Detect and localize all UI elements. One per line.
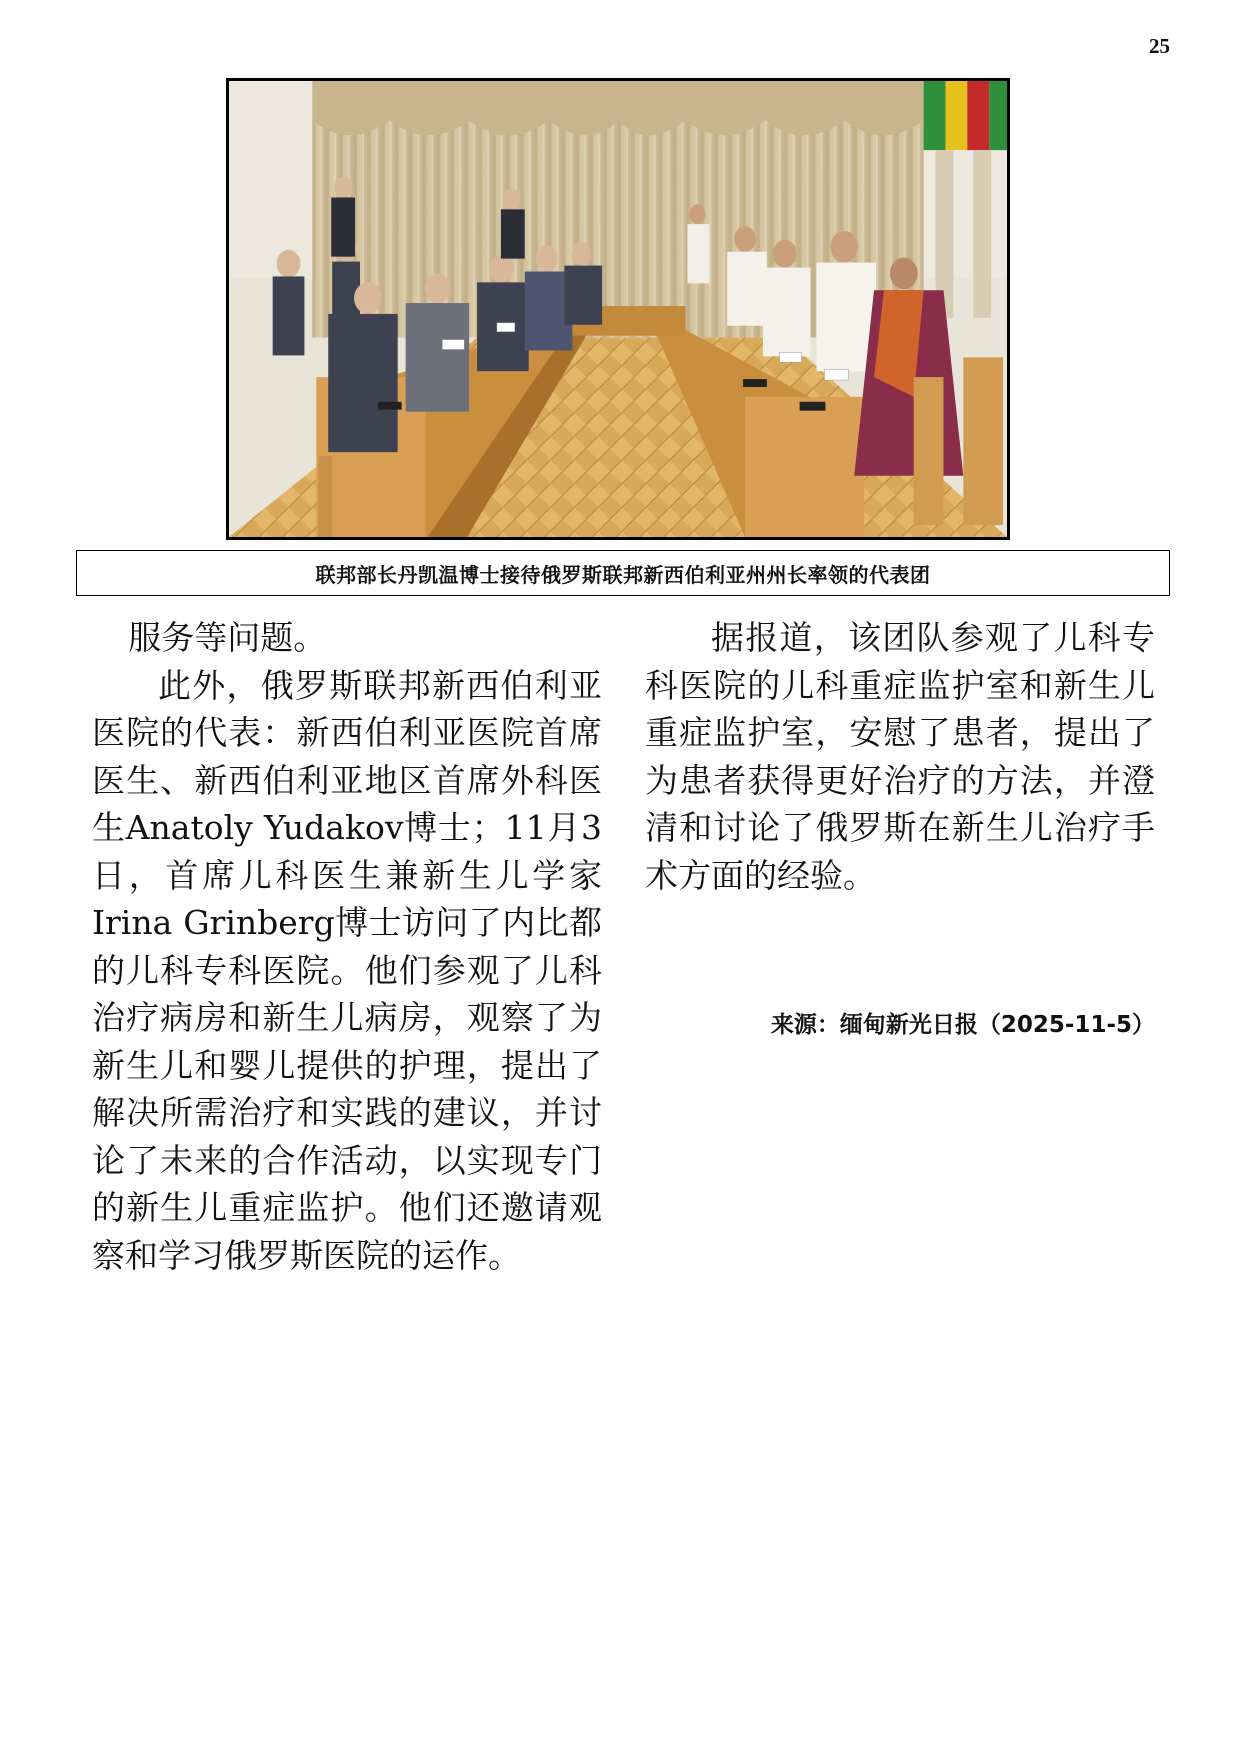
meeting-photo-illustration xyxy=(229,81,1007,537)
source-line: 来源：缅甸新光日报（2025-11-5） xyxy=(770,1012,1155,1038)
article-column-left xyxy=(92,614,602,1279)
article-column-right xyxy=(645,614,1155,899)
paragraph: 服务等问题。 xyxy=(128,618,327,657)
paragraph: 此外，俄罗斯联邦新西伯利亚医院的代表：新西伯利亚医院首席医生、新西伯利亚地区首席外科医生Anatoly Yudakov博士；11月3日，首席儿科医生兼新生儿学家Irina Grinberg博士访问了内比都的儿科专科医院。他们参观了儿科治疗病房和新生儿病房，观察了为新生儿和婴儿提供的护理，提出了解决所需治疗和实践的建议，并讨论了未来的合作活动，以实现专门的新生儿重症监护。他们还邀请观察和学习俄罗斯医院的运作。 xyxy=(92,665,602,1275)
meeting-photo xyxy=(226,78,1010,540)
photo-caption: 联邦部长丹凯温博士接待俄罗斯联邦新西伯利亚州州长率领的代表团 xyxy=(76,550,1170,596)
paragraph: 据报道，该团队参观了儿科专科医院的儿科重症监护室和新生儿重症监护室，安慰了患者，提出了为患者获得更好治疗的方法，并澄清和讨论了俄罗斯在新生儿治疗手术方面的经验。 xyxy=(645,618,1155,895)
page-number: 25 xyxy=(1149,34,1170,58)
